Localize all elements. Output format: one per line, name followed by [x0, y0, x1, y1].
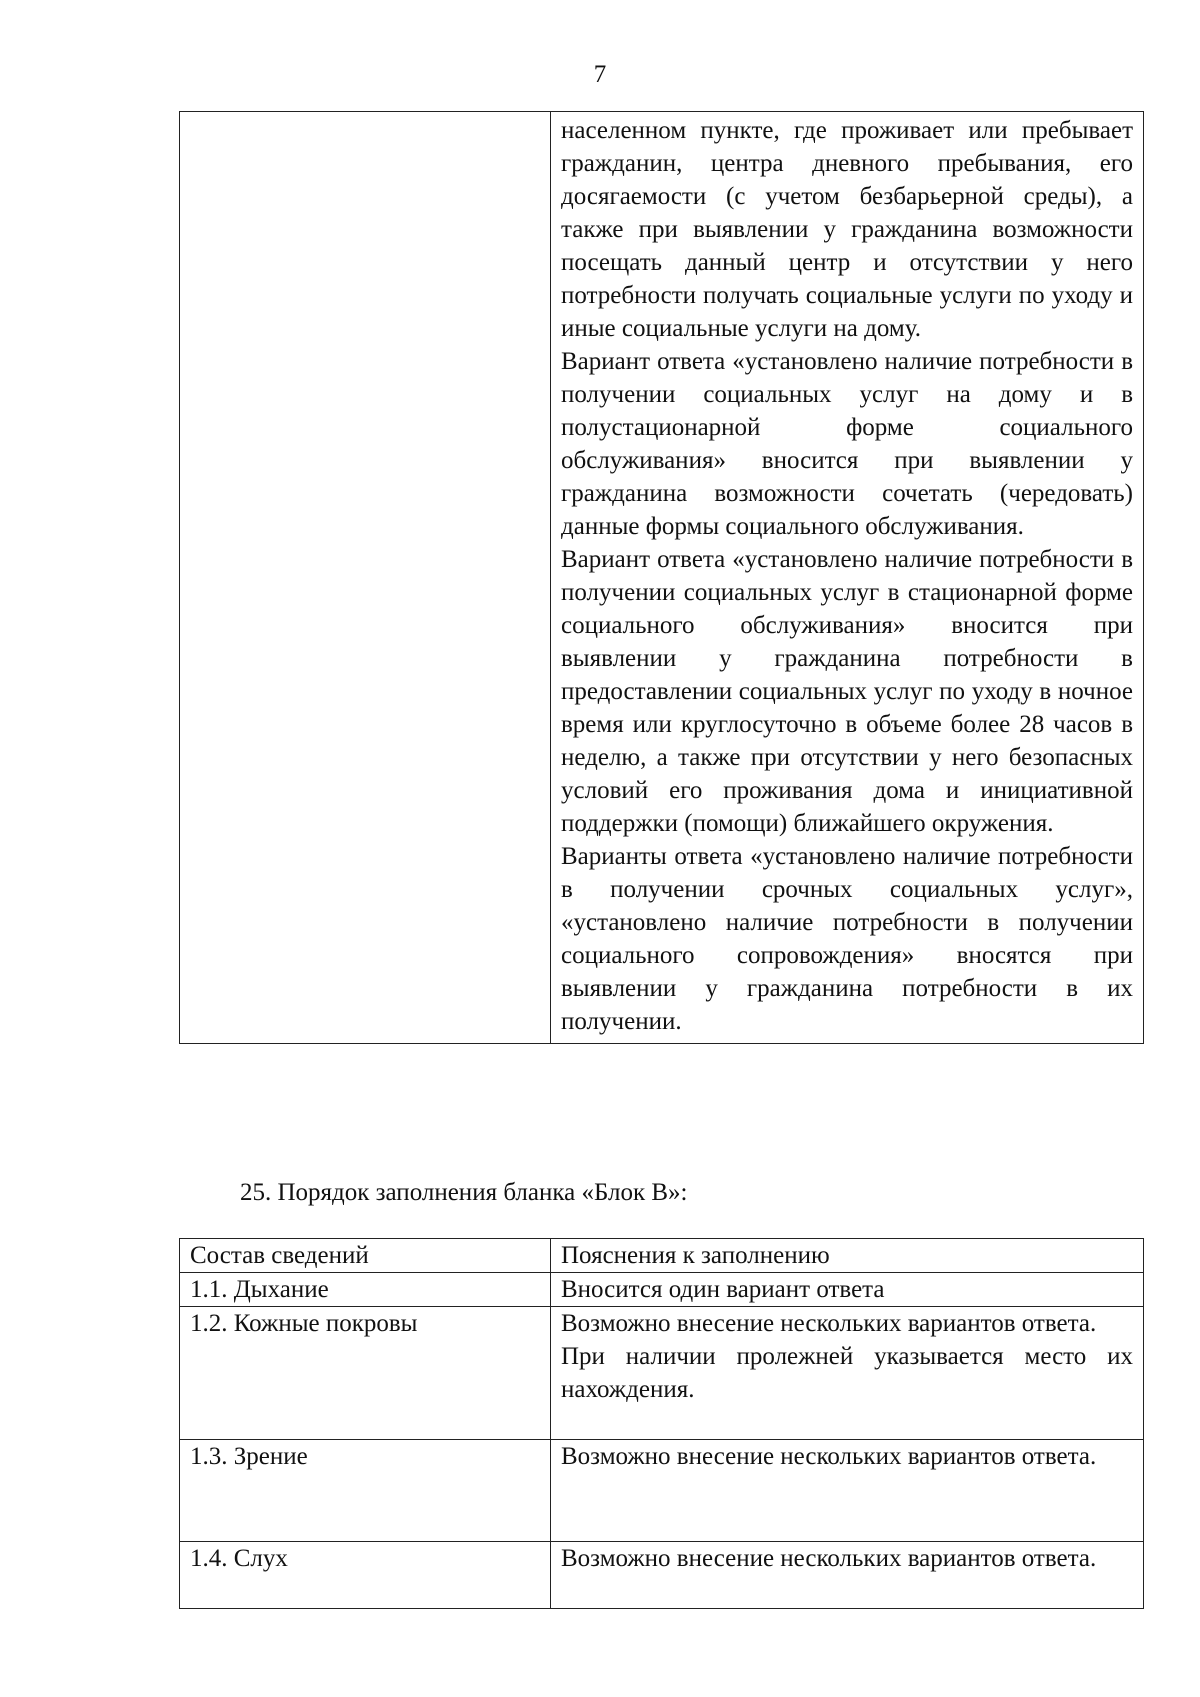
note-text: При наличии пролежней указывается место их нахождения. [561, 1343, 1133, 1403]
row-item-label: 1.4. Слух [180, 1542, 551, 1609]
paragraph-day-center: населенном пункте, где проживает или пребывает гражданин, центра дневного пребывания, его досягаемости (с учетом безбарьерной среды), а также при выявлении у гражданина возможности посещать данный центр и отсутствии у него потребности получать социальные услуги по уходу и иные социальные услуги на дому. [561, 117, 1133, 342]
note-text: Возможно внесение нескольких вариантов ответа. [561, 1545, 1097, 1572]
note-text: Возможно внесение нескольких вариантов ответа. [561, 1310, 1097, 1337]
page-number: 7 [593, 61, 607, 88]
continuation-table [179, 111, 1144, 1044]
row-item-label: 1.3. Зрение [180, 1440, 551, 1542]
row-item-label: 1.1. Дыхание [180, 1273, 551, 1307]
paragraph-urgent-and-support: Варианты ответа «установлено наличие потребности в получении срочных социальных услуг», «установлено наличие потребности в получении социального сопровождения» вносятся при выявлении у гражданина потребности в их получении. [561, 843, 1133, 1035]
row-notes [551, 1440, 1144, 1542]
note-text: Возможно внесение нескольких вариантов ответа. [561, 1443, 1097, 1470]
row-notes [551, 1273, 1144, 1307]
empty-info-cell [180, 112, 551, 1044]
table-header-row [180, 1239, 1144, 1273]
section-heading: 25. Порядок заполнения бланка «Блок В»: [240, 1179, 688, 1206]
row-notes [551, 1307, 1144, 1440]
table-row [180, 1440, 1144, 1542]
table-row [180, 1542, 1144, 1609]
row-item-label: 1.2. Кожные покровы [180, 1307, 551, 1440]
note-text: Вносится один вариант ответа [561, 1276, 885, 1303]
block-b-table [179, 1238, 1144, 1609]
table-row [180, 112, 1144, 1044]
explanation-cell [551, 112, 1144, 1044]
paragraph-stationary: Вариант ответа «установлено наличие потребности в получении социальных услуг в стационарной форме социального обслуживания» вносится при выявлении у гражданина потребности в предоставлении социальных услуг по уходу в ночное время или круглосуточно в объеме более 28 часов в неделю, а также при отсутствии у него безопасных условий его проживания дома и инициативной поддержки (помощи) ближайшего окружения. [561, 546, 1133, 837]
table-row [180, 1307, 1144, 1440]
header-filling-notes: Пояснения к заполнению [551, 1239, 1144, 1273]
row-notes [551, 1542, 1144, 1609]
paragraph-home-and-semi-stationary: Вариант ответа «установлено наличие потребности в получении социальных услуг на дому и в полустационарной форме социального обслуживания» вносится при выявлении у гражданина возможности сочетать (чередовать) данные формы социального обслуживания. [561, 348, 1133, 540]
table-row [180, 1273, 1144, 1307]
header-info-composition: Состав сведений [180, 1239, 551, 1273]
